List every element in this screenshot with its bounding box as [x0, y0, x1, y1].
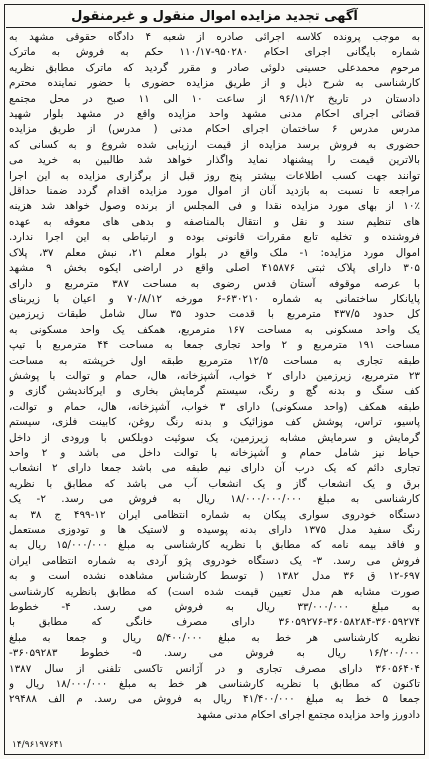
notice-line: ۱۶/۲۰۰/۰۰۰ ریال به فروش می رسد. ۵- خطوط ۳۶۰۵۹۲۸۳- — [9, 647, 420, 660]
notice-line: دادستان در تاریخ ۹۶/۱۱/۲ از ساعت ۱۰ الی ۱۱ صبح در محل مجتمع — [9, 92, 420, 105]
notice-line: توانند جهت کسب اطلاعات بیشتر پنج روز قبل از برگزاری مزایده به این اجرا — [9, 169, 420, 182]
notice-line: ۳۶۰۵۶۴۰۴ دارای مصرف تجاری و در آژانس تاکسی تلفنی از سال ۱۳۸۷ — [9, 662, 420, 675]
notice-title: آگهی تجدید مزایده اموال منقول و غیرمنقول — [6, 6, 423, 28]
notice-line: کف سنگ و بدنه گچ و رنگ، سیستم گرمایش بخاری و ایرکاندیشن گازی و — [9, 385, 420, 398]
notice-line: برق و یک انشعاب گاز و یک انشعاب آب می باشد که مطابق با نظریه — [9, 477, 420, 490]
notice-line: یک واحد مسکونی به مساحت ۱۶۷ مترمربع، همکف یک واحد مسکونی به — [9, 323, 420, 336]
notice-line: های تنظیم سند و نقل و انتقال بالمناصفه و بدهی های معوقه به عهده — [9, 215, 420, 228]
notice-line: ۳۰۵ دارای پلاک ثبتی ۴۱۵۸۷۶ اصلی واقع در اراضی ایکوه بخش ۹ مشهد — [9, 262, 420, 275]
notice-line: دستگاه خودروی سواری پیکان به شماره انتظامی ایران ۱۲-۴۹۹ ج ۳۸ به — [9, 508, 420, 521]
notice-line: حضوری به فروش برسد مزایده از قیمت ارزیابی شده شروع و به کسانی که — [9, 138, 420, 151]
notice-line: مرحوم محمدعلی حسینی دلوئی صادر و مقرر گردید که ماترک مطابق نظریه — [9, 61, 420, 74]
notice-line: گرمایش و سرمایش مشابه زیرزمین، یک سوئیت دوبلکس با ورودی از داخل — [9, 431, 420, 444]
notice-line: مساحت ۱۹۱ مترمربع و ۲ واحد تجاری جمعا به مساحت ۴۴ مترمربع با تیپ — [9, 339, 420, 352]
notice-line: ۳۶۰۵۹۲۷۶-۳۶۰۵۸۲۸۴-۳۶۰۵۹۲۷۴ دارای مصرف خانگی که مطابق با — [9, 616, 420, 629]
notice-line: ۱۰٪ از بهای مورد مزایده نقدا و فی المجلس از برنده وصول خواهد شد هزینه — [9, 200, 420, 213]
notice-line: اموال مورد مزایده: ۱- ملک واقع در بلوار معلم ۲۱، نبش معلم ۳۷، پلاک — [9, 246, 420, 259]
notice-line: دادورز واحد مزایده مجتمع اجرای احکام مدنی مشهد — [196, 708, 420, 721]
notice-line: جمعا ۵ خط به مبلغ ۴۱/۴۰۰/۰۰۰ ریال به فروش می رسد. م الف ۲۹۴۸۸ — [9, 693, 420, 706]
notice-line: بالاترین قیمت را پیشنهاد نماید واگذار خواهد شد طالبین به خرید می — [9, 154, 420, 167]
notice-line: پایانکار ساختمانی به شماره ۶۳۰۲۱۰-۶ مورخه ۷۰/۸/۱۲ و اعیان با زیربنای — [9, 292, 420, 305]
notice-line: کل حدود ۴۳۷/۵ مترمربع با قدمت حدود ۳۵ سال شامل طبقات زیرزمین — [9, 308, 420, 321]
notice-line: ۱۲-۶۹۷ ق ۳۶ مدل ۱۳۸۲ ( توسط کارشناس مشاهده نشده است و به — [9, 570, 420, 583]
notice-line: طبقه تجاری به مساحت ۱۲/۵ مترمربع طبقه اول خرپشته به مساحت — [9, 354, 420, 367]
notice-line: طبقه همکف (واحد مسکونی) دارای ۳ خواب، آشپزخانه، هال، حمام و توالت، — [9, 400, 420, 413]
notice-body-text — [9, 30, 420, 749]
notice-line: ۲۳ مترمربع، زیرزمین دارای ۲ خواب، آشپزخانه، هال، حمام و توالت با پوشش — [9, 369, 420, 382]
notice-line: تجاری دائم که یک درب آن دارای نیم طبقه می باشد جمعا دارای ۲ انشعاب — [9, 462, 420, 475]
notice-line: تاکنون که مطابق با نظریه کارشناسی هر خط به مبلغ ۱۸/۰۰۰/۰۰۰ ریال و — [9, 678, 420, 691]
notice-line: به مبلغ ۳۳/۰۰۰/۰۰۰ ریال به فروش می رسد. ۴- خطوط — [9, 601, 420, 614]
notice-line: پاسیو، تراس، پوشش کف موزائیک و بدنه رنگ روغن، کابینت فلزی، سیستم — [9, 416, 420, 429]
notice-line: نظریه کارشناسی هر خط به مبلغ ۵/۴۰۰/۰۰۰ ریال و جمعا به مبلغ — [9, 631, 420, 644]
notice-line: فروش می رسد. ۳- یک دستگاه خودروی پژو آردی به شماره انتظامی ایران — [9, 554, 420, 567]
notice-line: رنگ سفید مدل ۱۳۷۵ دارای بدنه پوسیده و لاستیک ها و تودوزی مستعمل — [9, 524, 420, 536]
notice-line: حیاط نیز شامل حمام و آشپزخانه با توالت داخل می باشد و ۲ واحد — [9, 446, 420, 459]
notice-line: به موجب پرونده کلاسه اجرائی صادره از شعبه ۴ دادگاه حقوقی مشهد به — [9, 31, 420, 43]
notice-line: کارشناسی به شرح ذیل و از طریق مزایده حضوری با حضور نماینده محترم — [9, 77, 420, 90]
notice-line: شماره بایگانی اجرای احکام ۹۵۰۲۸۰-۱۱۰/۱۷ حکم به فروش به ماترک — [9, 46, 420, 59]
notice-line: قضائی اجرای احکام مدنی مشهد واحد مزایده واقع در مشهد بلوار شهید — [9, 108, 420, 121]
notice-line: کارشناسی به مبلغ ۱۸/۰۰۰/۰۰۰/۰۰۰ ریال به فروش می رسد. ۲- یک — [9, 493, 420, 506]
notice-line: مدرس مدرس ۶ ساختمان اجرای احکام مدنی ( مدرس) از طریق مزایده — [9, 123, 420, 136]
notice-line: و فاقد بیمه نامه که مطابق با نظریه کارشناسی به مبلغ ۱۵/۰۰۰/۰۰۰ ریال به — [9, 539, 420, 552]
notice-line: مراجعه تا نسبت به بازدید آنان از اموال مورد مزایده اقدام گردد ضمنا حداقل — [9, 185, 420, 198]
notice-line: فروشنده و تخلیه تابع مقررات قانونی بوده و ارتباطی به این اجرا ندارد. — [9, 231, 420, 244]
notice-code: ۱۴/۹۶۱۹۷۶۴۱ — [12, 740, 64, 750]
notice-line: صورت مشابه هم مدل تعیین قیمت شده است) که مطابق بانظریه کارشناسی — [9, 585, 420, 598]
notice-line: با عرصه موقوفه آستان قدس رضوی به مساحت ۳۸۷ مترمربع و دارای — [9, 277, 420, 290]
